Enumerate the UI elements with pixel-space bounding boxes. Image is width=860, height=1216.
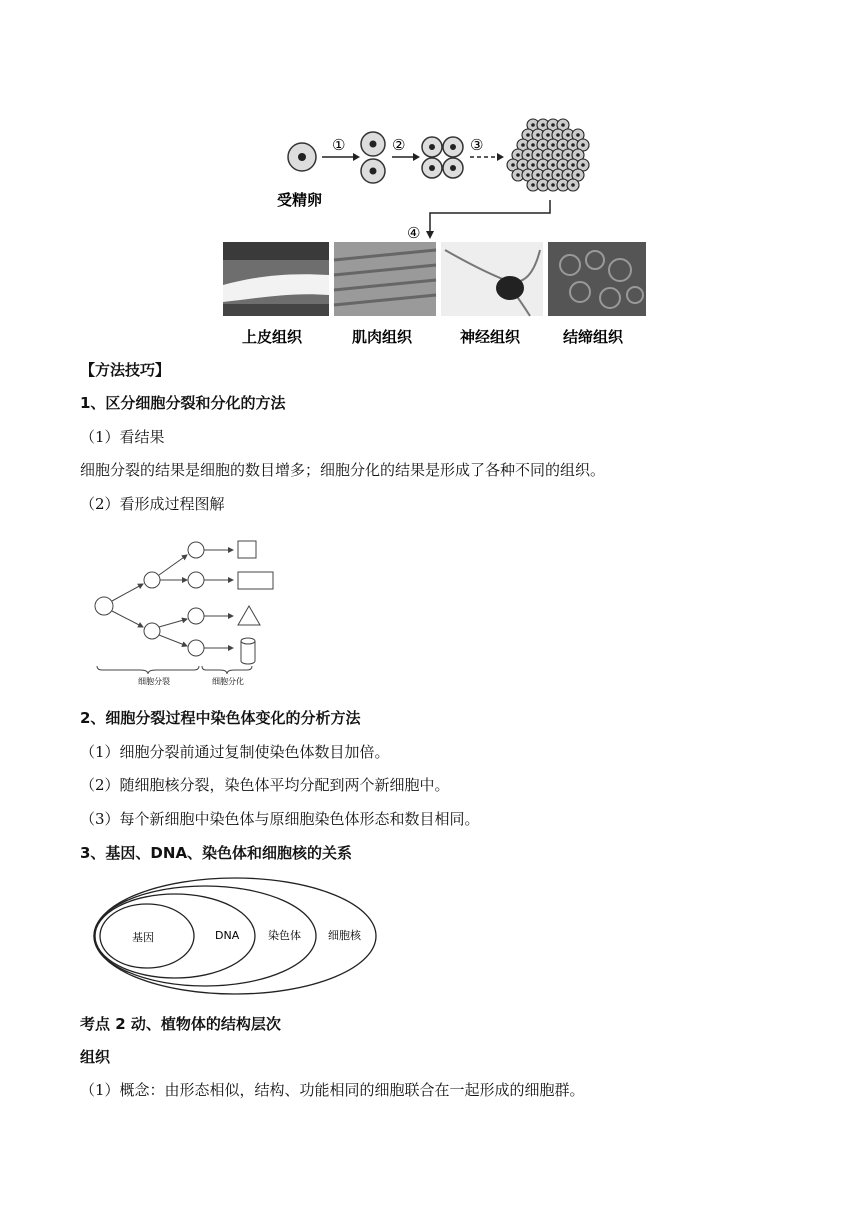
four-cell-stage [422, 137, 463, 178]
section-2-item-2: （2）随细胞核分裂，染色体平均分配到两个新细胞中。 [80, 776, 450, 794]
cell-cluster [507, 119, 589, 191]
fertilized-egg-cell [288, 143, 316, 171]
tissue-label-nerve: 神经组织 [460, 328, 521, 346]
section-1-title: 1、区分细胞分裂和分化的方法 [80, 394, 286, 412]
epithelial-tissue-image [223, 242, 329, 316]
tissue-label-epithelial: 上皮组织 [242, 328, 303, 346]
section-2-item-1: （1）细胞分裂前通过复制使染色体数目加倍。 [80, 743, 390, 761]
tissue-label-connective: 结缔组织 [563, 328, 624, 346]
cylinder-shape [241, 638, 255, 664]
section-2-title: 2、细胞分裂过程中染色体变化的分析方法 [80, 709, 361, 727]
ellipse-label-gene: 基因 [132, 931, 154, 944]
kaodian-title: 考点 2 动、植物体的结构层次 [80, 1015, 281, 1033]
fertilized-egg-label: 受精卵 [277, 191, 323, 209]
nested-relationship-diagram [90, 872, 390, 1002]
division-differentiation-diagram [90, 530, 290, 690]
division-label: 细胞分裂 [138, 677, 170, 686]
section-2-item-3: （3）每个新细胞中染色体与原细胞染色体形态和数目相同。 [80, 810, 480, 828]
section-3-title: 3、基因、DNA、染色体和细胞核的关系 [80, 844, 353, 862]
step-2-label: ② [392, 136, 406, 154]
section-1-sub1-text: 细胞分裂的结果是细胞的数目增多；细胞分化的结果是形成了各种不同的组织。 [80, 461, 606, 479]
cell-differentiation-figure [220, 100, 650, 350]
ellipse-label-chromosome: 染色体 [268, 929, 301, 942]
section-1-sub1: （1）看结果 [80, 428, 165, 446]
tissue-label-muscle: 肌肉组织 [352, 328, 413, 346]
step-1-label: ① [332, 136, 346, 154]
connective-tissue-image [548, 242, 646, 316]
step-3-label: ③ [470, 136, 484, 154]
step-4-label: ④ [407, 224, 421, 242]
ellipse-label-dna: DNA [215, 929, 240, 942]
two-cell-stage [361, 132, 385, 183]
differentiation-label: 细胞分化 [212, 677, 244, 686]
nerve-tissue-image [441, 242, 543, 316]
methods-heading: 【方法技巧】 [80, 361, 171, 379]
zuzhi-title: 组织 [80, 1048, 111, 1066]
muscle-tissue-image [334, 242, 436, 316]
zuzhi-item-1: （1）概念：由形态相似，结构、功能相同的细胞联合在一起形成的细胞群。 [80, 1081, 585, 1099]
section-1-sub2: （2）看形成过程图解 [80, 495, 225, 513]
ellipse-label-nucleus: 细胞核 [328, 929, 361, 942]
